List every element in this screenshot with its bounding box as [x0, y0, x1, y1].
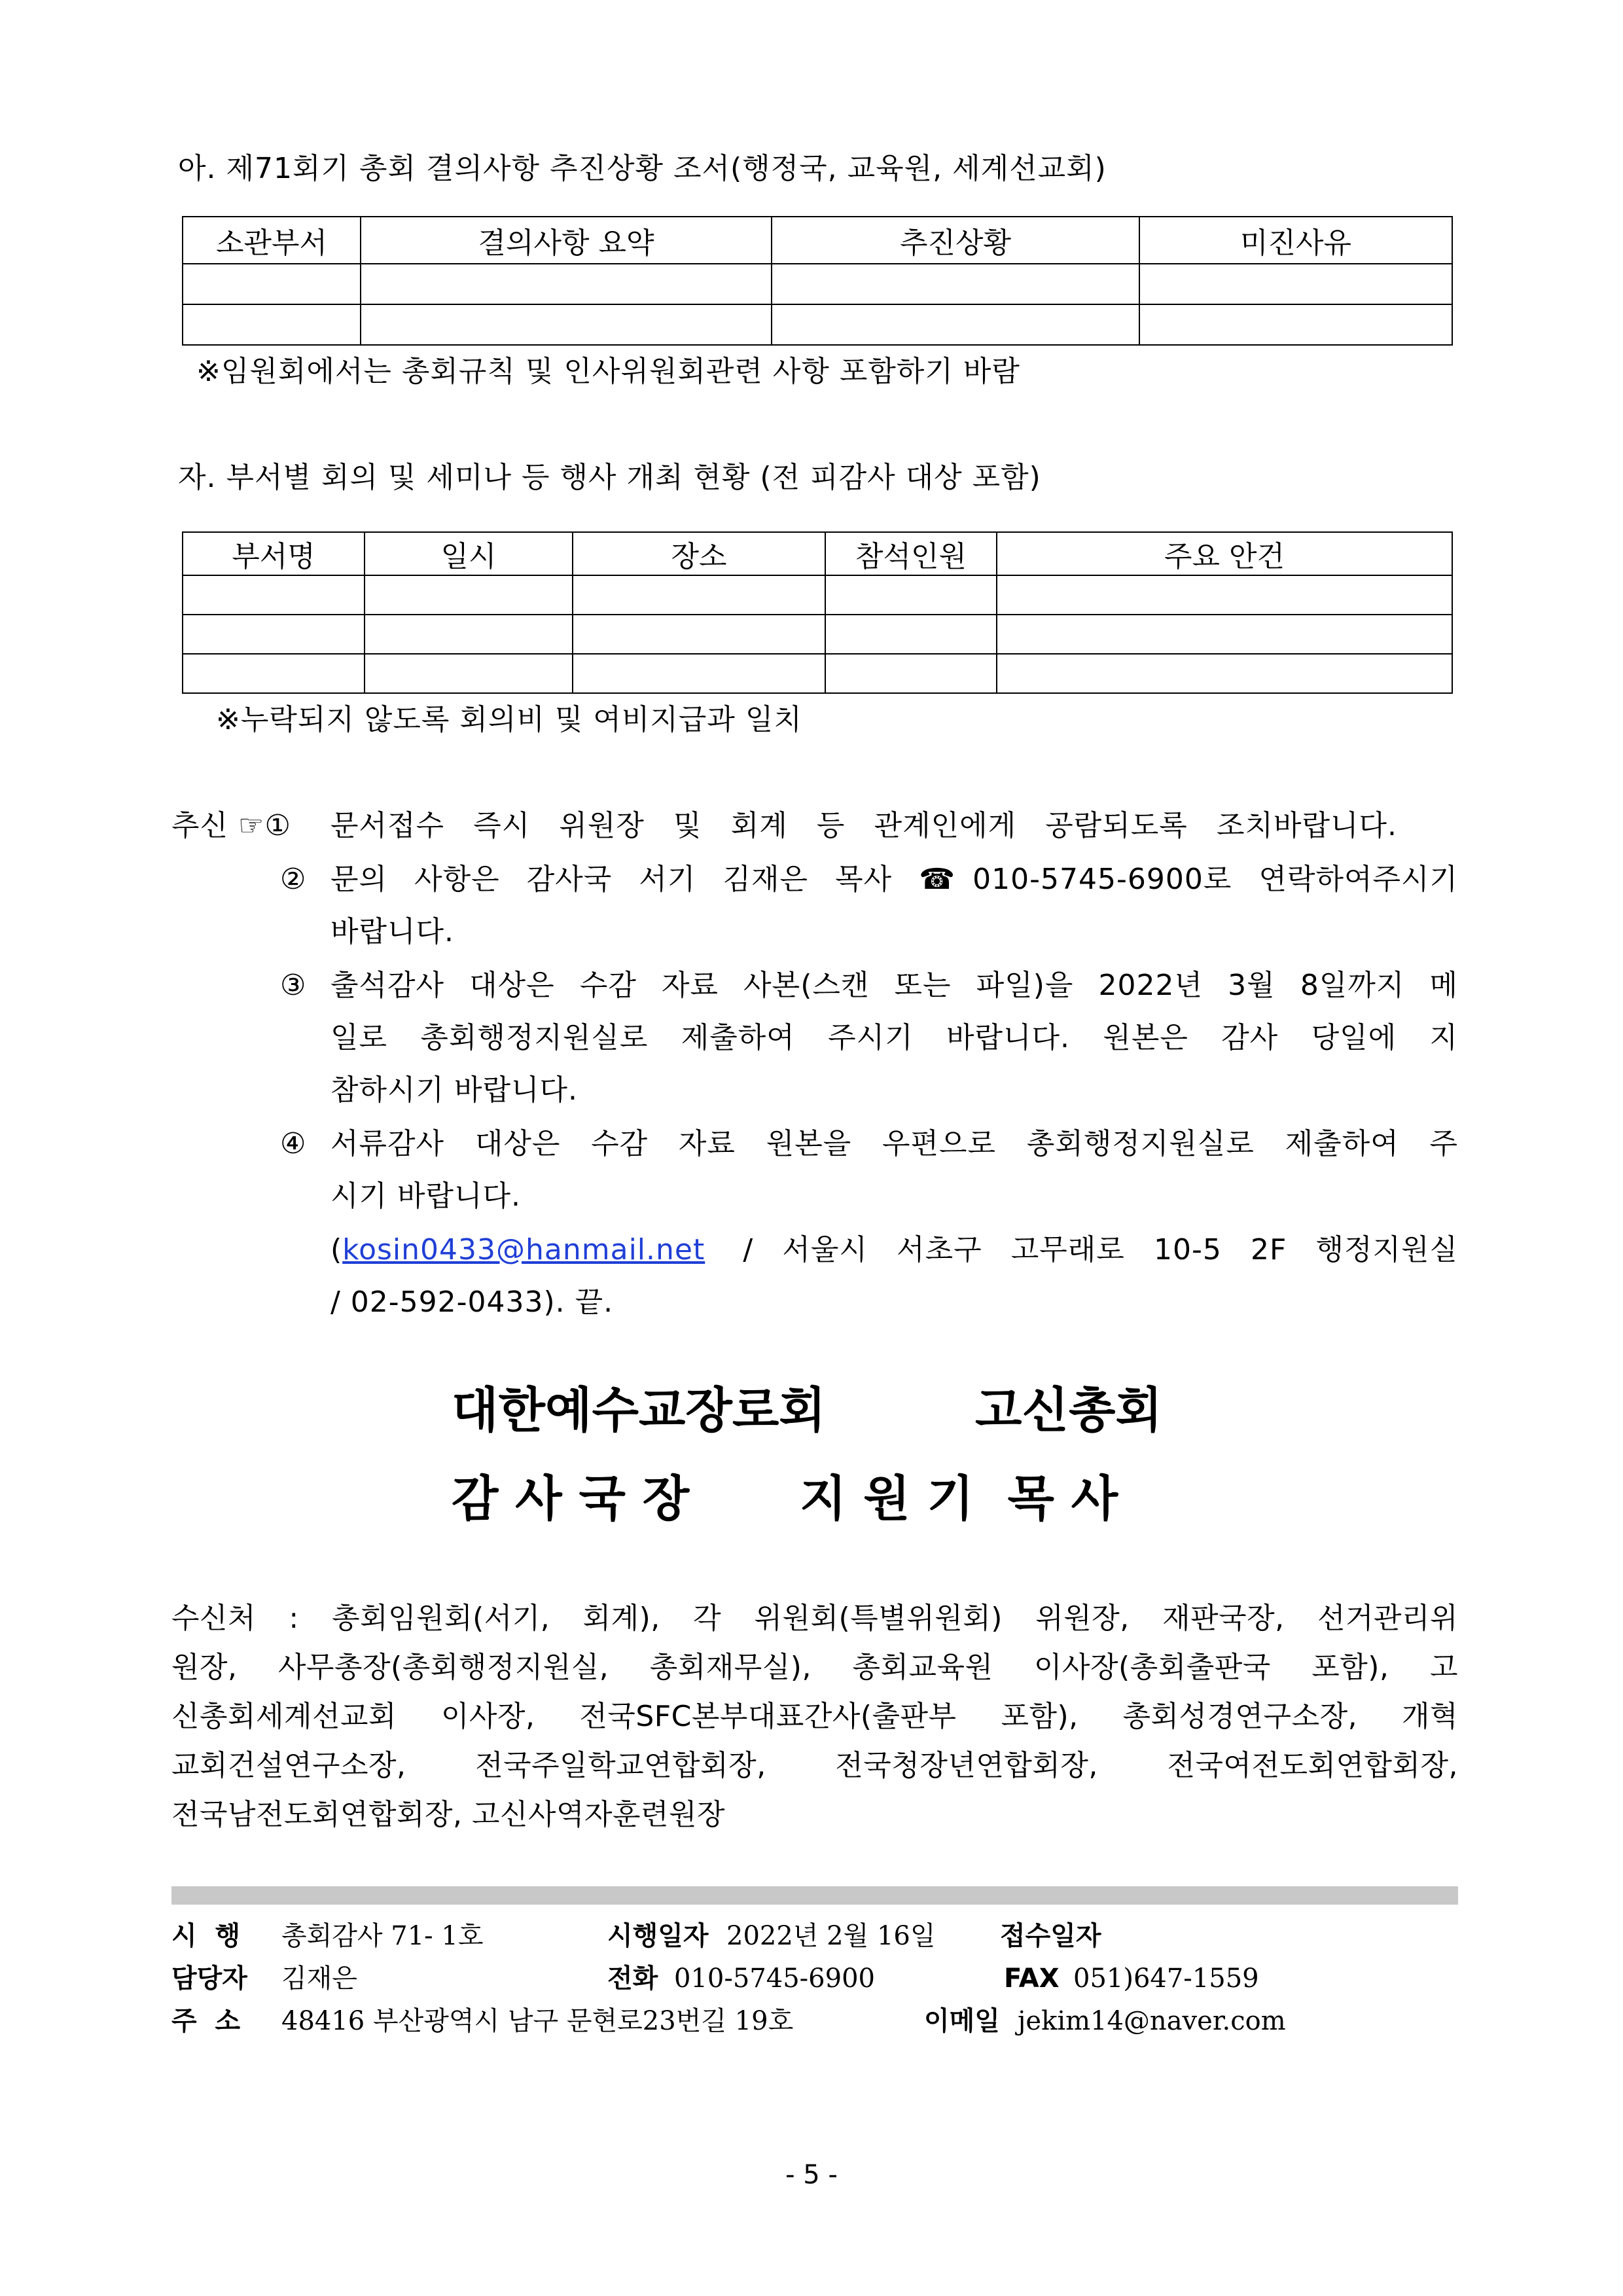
table-row	[183, 575, 1452, 615]
email-label-wrap	[924, 2004, 1000, 2038]
fax-label: FAX	[1004, 1964, 1060, 1994]
recipients-line: 신총회세계선교회 이사장, 전국SFC본부대표간사(출판부 포함), 총회성경연구소장, 개혁	[171, 1700, 1458, 1733]
address-label-wrap	[171, 2004, 240, 2038]
signer-title: 감 사 국 장	[452, 1471, 690, 1527]
contact-value: 김재은	[281, 1964, 357, 1994]
section-b-heading: 자. 부서별 회의 및 세미나 등 행사 개최 현황 (전 피감사 대상 포함)	[178, 461, 1041, 494]
section-a-heading: 아. 제71회기 총회 결의사항 추진상황 조서(행정국, 교육원, 세계선교회)	[178, 152, 1107, 185]
org-assembly: 고신총회	[975, 1382, 1162, 1439]
postscript-item-3-line2: 일로 총회행정지원실로 제출하여 주시기 바랍니다. 원본은 감사 당일에 지	[330, 1021, 1458, 1054]
recipients-line: 원장, 사무총장(총회행정지원실, 총회재무실), 총회교육원 이사장(총회출판국 포함), 고	[171, 1651, 1458, 1684]
table-row	[183, 654, 1452, 693]
address-value: 48416 부산광역시 남구 문현로23번길 19호	[281, 2006, 794, 2036]
contact-address-line1	[330, 1232, 1458, 1268]
footer-row-1	[171, 1919, 240, 1953]
table-row	[183, 304, 1452, 345]
column-header: 결의사항 요약	[361, 217, 772, 264]
date-label-wrap	[607, 1919, 709, 1953]
column-header: 참석인원	[825, 532, 997, 575]
section-b-note: ※누락되지 않도록 회의비 및 여비지급과 일치	[216, 703, 802, 736]
address-text: / 서울시 서초구 고무래로 10-5 2F 행정지원실	[714, 1233, 1458, 1266]
email-label: 이메일	[924, 2006, 1000, 2036]
phone-label-wrap	[607, 1962, 658, 1996]
phone-label: 전화	[607, 1964, 658, 1994]
phone-value: 010-5745-6900	[674, 1964, 875, 1994]
item-2-marker: ②	[280, 863, 307, 896]
postscript-item-1: 문서접수 즉시 위원장 및 회계 등 관계인에게 공람되도록 조치바랍니다.	[330, 809, 1397, 842]
postscript-item-3-line3: 참하시기 바랍니다.	[330, 1073, 579, 1107]
column-header: 주요 안건	[997, 532, 1452, 575]
paren-open: (	[330, 1233, 343, 1266]
address-label: 주 소	[171, 2006, 241, 2036]
recipients-line: 전국남전도회연합회장, 고신사역자훈련원장	[171, 1798, 726, 1831]
item-3-marker: ③	[280, 969, 307, 1002]
contact-address-line2: / 02-592-0433). 끝.	[330, 1285, 614, 1319]
postscript-item-2-line1: 문의 사항은 감사국 서기 김재은 목사 ☎010-5745-6900로 연락하여주시기	[330, 863, 1458, 896]
postscript-item-4-line2: 시기 바랍니다.	[330, 1179, 521, 1213]
column-header: 부서명	[183, 532, 365, 575]
section-a-note: ※임원회에서는 총회규칙 및 인사위원회관련 사항 포함하기 바람	[196, 355, 1020, 388]
date-value: 2022년 2월 16일	[726, 1921, 936, 1951]
postscript-item-2-line2: 바랍니다.	[330, 915, 455, 948]
doc-number-label: 시 행	[171, 1921, 241, 1951]
column-header: 장소	[573, 532, 825, 575]
received-label: 접수일자	[1000, 1921, 1101, 1951]
postscript-label: 추신 ☞①	[171, 809, 291, 842]
postscript-item-4-line1: 서류감사 대상은 수감 자료 원본을 우편으로 총회행정지원실로 제출하여 주	[330, 1127, 1458, 1160]
date-label: 시행일자	[607, 1921, 709, 1951]
recipients-line: 수신처 : 총회임원회(서기, 회계), 각 위원회(특별위원회) 위원장, 재판국장, 선거관리위	[171, 1602, 1458, 1635]
email-link[interactable]: kosin0433@hanmail.net	[342, 1233, 705, 1266]
table-row	[183, 264, 1452, 304]
item-4-marker: ④	[280, 1127, 307, 1160]
events-table	[182, 531, 1453, 694]
column-header: 추진상황	[772, 217, 1139, 264]
postscript-item-3-line1: 출석감사 대상은 수감 자료 사본(스캔 또는 파일)을 2022년 3월 8일까지 메	[330, 969, 1458, 1002]
email-value: jekim14@naver.com	[1018, 2006, 1286, 2036]
fax-value: 051)647-1559	[1073, 1964, 1259, 1994]
doc-number-value: 총회감사 71- 1호	[281, 1921, 484, 1951]
column-header: 소관부서	[183, 217, 361, 264]
received-label-wrap	[1000, 1919, 1101, 1953]
signer-name: 지 원 기 목 사	[800, 1471, 1118, 1527]
column-header: 일시	[365, 532, 573, 575]
contact-label: 담당자	[171, 1964, 247, 1994]
recipients-line: 교회건설연구소장, 전국주일학교연합회장, 전국청장년연합회장, 전국여전도회연합회장,	[171, 1749, 1458, 1782]
page-number: - 5 -	[785, 2160, 838, 2190]
org-name: 대한예수교장로회	[452, 1382, 826, 1439]
column-header: 미진사유	[1139, 217, 1452, 264]
table-row	[183, 615, 1452, 654]
footer-divider	[171, 1886, 1458, 1905]
contact-label-wrap	[171, 1962, 247, 1996]
resolution-status-table	[182, 216, 1453, 346]
fax-label-wrap	[1004, 1962, 1060, 1996]
recipients-block	[171, 1594, 1458, 1839]
